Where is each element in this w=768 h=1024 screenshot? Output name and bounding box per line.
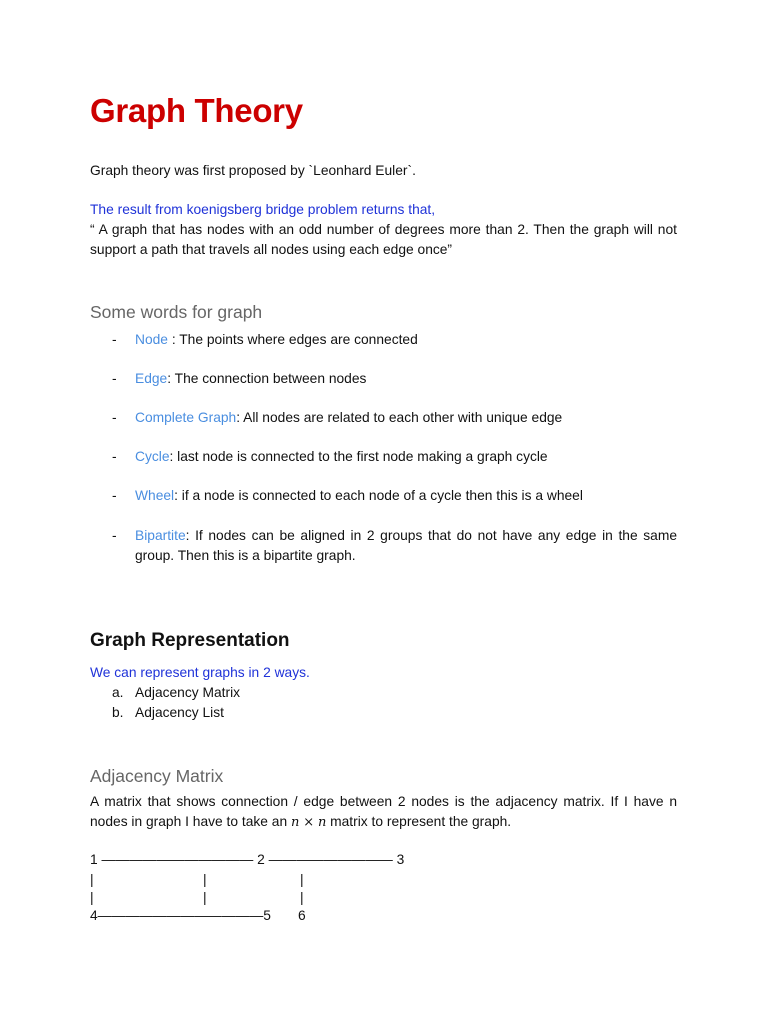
term-definition: : The connection between nodes bbox=[167, 371, 367, 386]
term-definition: : All nodes are related to each other with unique edge bbox=[236, 410, 563, 425]
math-n: n bbox=[317, 815, 327, 830]
diagram-edge-2-5-lower: | bbox=[203, 890, 207, 905]
term-node: Node bbox=[135, 332, 168, 347]
term-definition: : If nodes can be aligned in 2 groups that do not have any edge in the same group. Then this is a bipartite graph. bbox=[135, 528, 677, 563]
term-complete-graph: Complete Graph bbox=[135, 410, 237, 425]
math-n: n bbox=[290, 815, 300, 830]
diagram-edge-3-6-lower: | bbox=[300, 890, 304, 905]
diagram-edge-1-4-upper: | bbox=[90, 872, 94, 887]
term-cycle: Cycle bbox=[135, 449, 170, 464]
koenigsberg-quote: “ A graph that has nodes with an odd number of degrees more than 2. Then the graph will not support a path that travels all nodes using each edge once” bbox=[90, 222, 677, 257]
term-wheel: Wheel bbox=[135, 488, 175, 503]
bullet-dash: - bbox=[112, 528, 117, 543]
list-marker: b. bbox=[112, 705, 124, 720]
term-edge: Edge bbox=[135, 371, 168, 386]
adjacency-matrix-heading: Adjacency Matrix bbox=[90, 766, 224, 786]
diagram-edge-1-4-lower: | bbox=[90, 890, 94, 905]
intro-paragraph: Graph theory was first proposed by `Leonhard Euler`. bbox=[90, 163, 416, 178]
bullet-dash: - bbox=[112, 332, 117, 347]
diagram-node-6: 6 bbox=[298, 908, 306, 923]
diagram-edge-3-6-upper: | bbox=[300, 872, 304, 887]
bullet-dash: - bbox=[112, 449, 117, 464]
list-label: Adjacency List bbox=[135, 705, 224, 720]
term-definition: : last node is connected to the first node making a graph cycle bbox=[169, 449, 548, 464]
diagram-edge-2-5-upper: | bbox=[203, 872, 207, 887]
term-definition: : if a node is connected to each node of a cycle then this is a wheel bbox=[174, 488, 583, 503]
bullet-dash: - bbox=[112, 371, 117, 386]
math-times: × bbox=[303, 815, 315, 830]
paragraph-text: matrix to represent the graph. bbox=[326, 814, 512, 829]
adjacency-matrix-paragraph bbox=[90, 792, 677, 833]
koenigsberg-lead: The result from koenigsberg bridge problem returns that, bbox=[90, 202, 436, 217]
diagram-row-top: 1 ——————————— 2 ————————— 3 bbox=[90, 852, 405, 867]
representation-heading: Graph Representation bbox=[90, 630, 290, 651]
list-label: Adjacency Matrix bbox=[135, 685, 241, 700]
words-heading: Some words for graph bbox=[90, 302, 263, 322]
bullet-dash: - bbox=[112, 410, 117, 425]
bullet-dash: - bbox=[112, 488, 117, 503]
term-bipartite: Bipartite bbox=[135, 528, 186, 543]
representation-lead: We can represent graphs in 2 ways. bbox=[90, 665, 310, 680]
page-title: Graph Theory bbox=[90, 92, 303, 129]
term-definition: : The points where edges are connected bbox=[167, 332, 418, 347]
list-marker: a. bbox=[112, 685, 124, 700]
diagram-row-bottom: 4————————————5 bbox=[90, 908, 271, 923]
paragraph-text: A matrix that shows connection / edge between 2 nodes is the adjacency matrix. If I have n nodes in graph I have to take an bbox=[90, 794, 677, 829]
